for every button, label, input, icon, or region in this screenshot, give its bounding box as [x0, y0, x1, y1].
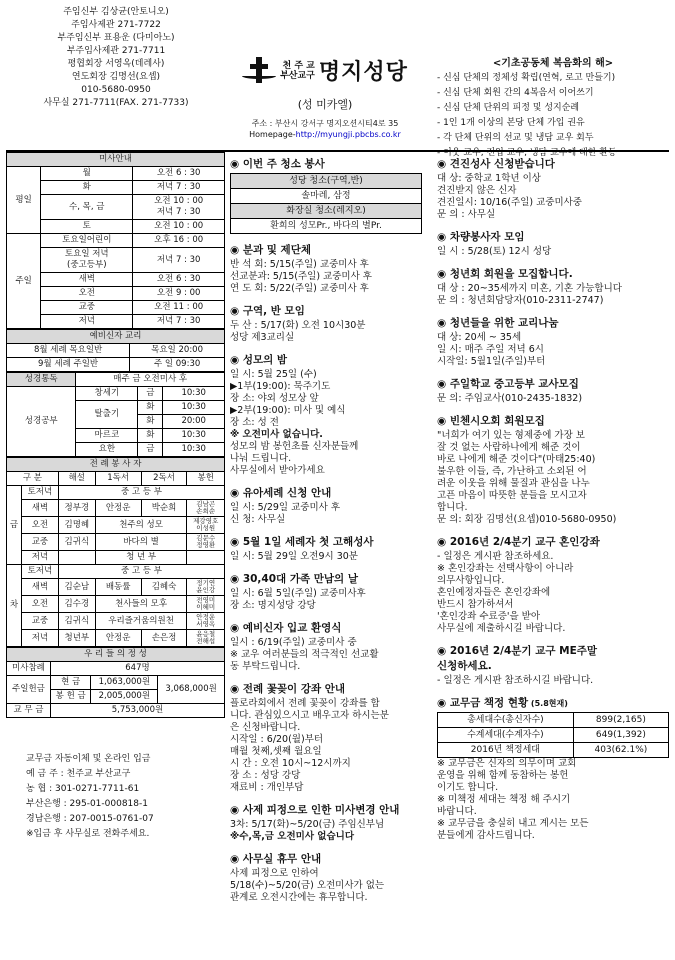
notice-title: ◉ 빈첸시오회 회원모집 — [437, 415, 545, 427]
liturgy-slot: 저녁 — [21, 551, 58, 565]
parish-patron: (성 미카엘) — [297, 98, 353, 111]
cleaning-row: 환희의 성모Pr., 바다의 별Pr. — [231, 219, 422, 234]
notice-line: 나눠 드립니다. — [230, 453, 292, 464]
homepage-label: Homepage- — [249, 130, 296, 139]
bible-book: 요한 — [76, 443, 138, 457]
notice-line: 5/18(수)~5/20(금) 오전미사가 없는 — [230, 880, 385, 891]
notice-line: - 일정은 게시판 참조하세요. — [437, 551, 554, 562]
mass-day: 토 — [41, 220, 133, 234]
notice-line: ▶1부(19:00): 묵주기도 — [230, 381, 331, 392]
liturgy-head: 1독서 — [95, 472, 141, 486]
notice-line: '혼인강좌 수료증'을 받아 — [437, 611, 541, 622]
logo-sub2: 부산교구 — [280, 70, 315, 81]
staff-line: 부주임신부 표용운 (다미아노) — [57, 33, 175, 43]
notice-line: 일 시: 5/29일 교중미사 후 — [230, 502, 341, 513]
offering-sublabel: 봉 헌 금 — [50, 690, 91, 704]
notice-line: 시작일 : 6/20(월)부터 — [230, 734, 324, 745]
notice-line: 재료비 : 개인부담 — [230, 782, 304, 793]
liturgy-name: 정부경 — [58, 500, 95, 517]
staff-line: 평협회장 서영옥(데레사) — [67, 59, 165, 69]
mass-day: 새벽 — [41, 273, 133, 287]
liturgy-week: 차 — [7, 565, 22, 647]
mass-time: 저녁 7 : 30 — [133, 248, 225, 273]
cleaning-row: 화장실 청소(레지오) — [231, 204, 422, 219]
theme-item: - 이웃 교우, 전입 교우, 냉담 교우에 대한 환동 — [437, 148, 617, 158]
notice-line: 사무실에서 받아가세요 — [230, 465, 325, 476]
mass-time: 저녁 7 : 30 — [133, 315, 225, 329]
prep-time: 목요일 20:00 — [130, 344, 225, 358]
prep-class: 8월 세례 목요일반 — [7, 344, 130, 358]
cleaning-row: 성당 청소(구역,반) — [231, 174, 422, 189]
notice-section — [437, 231, 669, 258]
notice-title: ◉ 30,40대 가족 만남의 날 — [230, 573, 358, 585]
mass-day: 토요일어린이 — [41, 234, 133, 248]
bible-time: 20:00 — [163, 415, 225, 429]
liturgy-name: 김순남 — [58, 579, 95, 596]
liturgy-slot: 새벽 — [21, 579, 58, 596]
mass-day: 교중 — [41, 301, 133, 315]
liturgy-slot: 토저녁 — [21, 565, 58, 579]
church-logo-icon — [242, 57, 276, 85]
liturgy-name: 김수경 — [58, 596, 95, 613]
notice-line: 잘 것 없는 사람하나에게 해준 것이 — [437, 442, 581, 453]
liturgy-offer: 안정운 서영옥 — [187, 613, 225, 630]
liturgy-slot: 오전 — [21, 517, 58, 534]
notice-line: 선교분과: 5/15(주일) 교중미사 후 — [230, 271, 372, 282]
church-name: 명지성당 — [318, 60, 408, 85]
notice-section — [437, 536, 669, 635]
staff-line: 주임신부 김상균(안토니오) — [63, 7, 169, 17]
mass-time: 오전 10 : 00 저녁 7 : 30 — [133, 195, 225, 220]
notice-title: ◉ 분과 및 제단체 — [230, 244, 311, 256]
offering-title: 우 리 들 의 정 성 — [7, 648, 225, 662]
notice-line: 장 소: 명지성당 강당 — [230, 600, 316, 611]
notice-title: ◉ 구역, 반 모임 — [230, 305, 305, 317]
notice-section — [230, 683, 422, 794]
staff-line: 부주임사제관 271-7711 — [66, 46, 166, 56]
liturgy-head: 구 분 — [7, 472, 59, 486]
notice-title: 신청하세요. — [437, 660, 492, 672]
dues-value: 403(62.1%) — [573, 743, 668, 758]
mass-day: 수, 목, 금 — [41, 195, 133, 220]
liturgy-offer — [187, 551, 225, 565]
notice-line: 불우한 이들, 즉, 가난하고 소외된 어 — [437, 466, 587, 477]
mass-time: 저녁 7 : 30 — [133, 181, 225, 195]
notice-line: 장 소 : 성당 강당 — [230, 770, 301, 781]
staff-line: 사무실 271-7711(FAX. 271-7733) — [43, 98, 189, 108]
notice-line: - 일정은 게시판 참조하시길 바랍니다. — [437, 675, 594, 686]
notice-title: ◉ 5월 1일 세례자 첫 고해성사 — [230, 536, 374, 548]
prep-table — [6, 329, 225, 372]
mass-time: 오후 16 : 00 — [133, 234, 225, 248]
notice-line: 성당 제3교리실 — [230, 332, 295, 343]
notice-section — [437, 268, 669, 307]
notice-title: ◉ 2016년 2/4분기 교구 혼인강좌 — [437, 536, 600, 548]
dues-label: 2016년 책정세대 — [438, 743, 574, 758]
liturgy-name: 김혜숙 — [141, 579, 187, 596]
notice-line: 의무사항입니다. — [437, 575, 505, 586]
notice-title: ◉ 예비신자 입교 환영식 — [230, 622, 342, 634]
notice-line: 문 의 : 사무실 — [437, 209, 496, 220]
bank-line: 부산은행 : 295-01-000818-1 — [26, 799, 148, 809]
notice-section — [230, 158, 422, 234]
mass-time: 오전 9 : 00 — [133, 287, 225, 301]
logo-sub1: 천 주 교 — [282, 60, 315, 71]
liturgy-head: 봉헌 — [187, 472, 225, 486]
mass-time: 오전 10 : 00 — [133, 220, 225, 234]
notice-title: ◉ 사무실 휴무 안내 — [230, 853, 322, 865]
notice-line: 대 상: 20세 ~ 35세 — [437, 332, 522, 343]
notice-line: 플로라회에서 전례 꽃꽂이 강좌를 합 — [230, 698, 380, 709]
notice-line: 은 신청바랍니다. — [230, 722, 301, 733]
notice-line: 시 간 : 오전 10시~12시까지 — [230, 758, 351, 769]
liturgy-group: 중 고 등 부 — [58, 486, 224, 500]
theme-item: - 1인 1개 이상의 본당 단체 가입 권유 — [437, 118, 585, 128]
notice-section — [230, 622, 422, 673]
notice-line: ※ 혼인강좌는 선택사항이 아니라 — [437, 563, 574, 574]
notice-line: 일 시: 매주 주일 저녁 6시 — [437, 344, 544, 355]
left-column — [6, 152, 225, 842]
notice-line: ※ 미책정 세대는 책정 해 주시기 — [437, 794, 571, 805]
notice-line: 장 소: 성 전 — [230, 417, 279, 428]
notice-section — [230, 305, 422, 344]
notice-line: ※ 교우 여러분들의 적극적인 선교활 — [230, 649, 379, 660]
notice-line: 일 시: 5월 25일 (수) — [230, 369, 317, 380]
liturgy-name: 김명혜 — [58, 517, 95, 534]
liturgy-head: 2독서 — [141, 472, 187, 486]
notice-section — [437, 158, 669, 221]
bible-book: 마르코 — [76, 429, 138, 443]
theme-item: - 신심 단체의 정체성 확립(연혁, 로고 만들기) — [437, 73, 616, 83]
theme-item: - 신심 단체 회원 간의 4복음서 이어쓰기 — [437, 88, 594, 98]
theme-title: <기초공동체 복음화의 해> — [492, 58, 614, 69]
liturgy-slot: 교중 — [21, 613, 58, 630]
notice-section — [437, 378, 669, 405]
bank-line: ※입금 후 사무실로 전화주세요. — [26, 829, 150, 839]
bible-book: 창세기 — [76, 387, 138, 401]
bible-book: 탈출기 — [76, 401, 138, 429]
prep-title: 예비신자 교리 — [7, 330, 225, 344]
offering-label: 미사참례 — [7, 662, 51, 676]
mass-day: 토요일 저녁 (중고등부) — [41, 248, 133, 273]
notice-line: 반 석 회: 5/15(주일) 교중미사 후 — [230, 259, 369, 270]
bank-line: 경남은행 : 207-0015-0761-07 — [26, 814, 154, 824]
notice-line: 려운 이웃을 위해 물질과 관심을 나누 — [437, 478, 590, 489]
notice-section — [230, 354, 422, 477]
liturgy-name: 우리즐거움의원천 — [95, 613, 187, 630]
notice-line: ※수,목,금 오전미사 없습니다 — [230, 831, 355, 842]
weekday-label: 평일 — [7, 167, 41, 234]
notice-title-note: (5.8현재) — [528, 699, 568, 708]
notice-line: 이기도 합니다. — [437, 782, 499, 793]
offering-label: 주일헌금 — [7, 676, 51, 704]
bible-day: 금 — [138, 443, 163, 457]
mass-day: 월 — [41, 167, 133, 181]
bible-day: 금 — [138, 387, 163, 401]
notice-line: 매월 첫째,셋째 월요일 — [230, 746, 322, 757]
theme-item: - 신심 단체 단위의 피정 및 성지순례 — [437, 103, 580, 113]
liturgy-slot: 오전 — [21, 596, 58, 613]
bible-time: 10:30 — [163, 401, 225, 415]
notice-line: 운영을 위해 함께 동참하는 봉헌 — [437, 770, 569, 781]
liturgy-slot: 교중 — [21, 534, 58, 551]
notice-line: 문 의 : 청년회담당자(010-2311-2747) — [437, 295, 604, 306]
notice-line: 3차: 5/17(화)~5/20(금) 주임신부님 — [230, 819, 385, 830]
notice-line: 대 상 : 20~35세까지 미혼, 기혼 가능합니다 — [437, 283, 622, 294]
notice-title: ◉ 유아세례 신청 안내 — [230, 487, 332, 499]
liturgy-slot: 새벽 — [21, 500, 58, 517]
sunday-label: 주일 — [7, 234, 41, 329]
notice-line: 니다. 관심있으시고 배우고자 하시는분 — [230, 710, 389, 721]
staff-line: 연도회장 김명선(요셉) — [71, 72, 161, 82]
offering-value: 2,005,000원 — [91, 690, 158, 704]
liturgy-name: 청 년 부 — [95, 551, 187, 565]
offering-value: 647명 — [50, 662, 224, 676]
bible-note: 매주 금 오전미사 후 — [76, 373, 225, 387]
bank-line: 예 금 주 : 천주교 부산교구 — [26, 769, 131, 779]
notice-section — [437, 415, 669, 526]
notice-title: ◉ 청년들을 위한 교리나눔 — [437, 317, 559, 329]
offering-label: 교 무 금 — [7, 704, 51, 718]
notice-line: 문 의: 회장 김명선(요셉)010-5680-0950) — [437, 514, 617, 525]
bible-title: 성경통독 — [7, 373, 76, 387]
notice-title: ◉ 이번 주 청소 봉사 — [230, 158, 325, 170]
liturgy-name: 안정운 — [95, 630, 141, 647]
prep-class: 9월 세례 주일반 — [7, 358, 130, 372]
liturgy-name: 안정운 — [95, 500, 141, 517]
yearly-theme — [437, 56, 669, 161]
liturgy-name: 박순희 — [141, 500, 187, 517]
liturgy-head: 해설 — [58, 472, 95, 486]
notice-line: ※ 오전미사 없습니다. — [230, 429, 323, 440]
liturgy-name: 김귀식 — [58, 613, 95, 630]
liturgy-offer: 김문수 정영환 — [187, 534, 225, 551]
notice-line: 신 청: 사무실 — [230, 514, 286, 525]
notice-section — [437, 697, 669, 842]
liturgy-name: 배동률 — [95, 579, 141, 596]
bible-table — [6, 372, 225, 457]
notice-line: 합니다. — [437, 502, 468, 513]
notice-section — [437, 317, 669, 368]
notice-line: 바로 나에게 해준 것이다"(마태25:40) — [437, 454, 596, 465]
notice-line: 사제 피정으로 인하여 — [230, 868, 319, 879]
staff-line: 주임사제관 271-7722 — [71, 20, 161, 30]
bible-day: 화 — [138, 401, 163, 415]
notice-line: 장 소: 야외 성모상 앞 — [230, 393, 319, 404]
bank-line: 농 협 : 301-0271-7711-61 — [26, 784, 140, 794]
liturgy-slot: 저녁 — [21, 630, 58, 647]
notice-line: 분들에게 감사드립니다. — [437, 830, 535, 841]
notice-line: 동 부탁드립니다. — [230, 661, 301, 672]
notice-line: 대 상: 중학교 1학년 이상 — [437, 173, 541, 184]
dues-label: 총세대수(총신자수) — [438, 713, 574, 728]
offering-value: 5,753,000원 — [50, 704, 224, 718]
mass-time: 오전 6 : 30 — [133, 273, 225, 287]
notice-title: ◉ 전례 꽃꽂이 강좌 안내 — [230, 683, 346, 695]
notice-line: 성모의 밤 봉헌초를 신자분들께 — [230, 441, 359, 452]
liturgy-name: 바다의 별 — [95, 534, 187, 551]
liturgy-offer: 윤응철 전해섭 — [187, 630, 225, 647]
notice-line: 연 도 회: 5/22(주일) 교중미사 후 — [230, 283, 369, 294]
notice-title: ◉ 주일학교 중고등부 교사모집 — [437, 378, 579, 390]
liturgy-group: 중 고 등 부 — [58, 565, 224, 579]
notice-line: 고픈 마음이 따뜻한 분들을 모시고자 — [437, 490, 587, 501]
bible-day: 화 — [138, 415, 163, 429]
notice-line: 일 시 : 5/28(토) 12시 성당 — [437, 246, 552, 257]
bible-label: 성경공부 — [7, 387, 76, 457]
liturgy-title: 전 례 봉 사 자 — [7, 458, 225, 472]
liturgy-name — [58, 551, 95, 565]
liturgy-slot: 토저녁 — [21, 486, 58, 500]
liturgy-offer: 정기연 윤인강 — [187, 579, 225, 596]
mass-day: 오전 — [41, 287, 133, 301]
notice-line: 반드시 참가하셔서 — [437, 599, 514, 610]
notice-section — [230, 573, 422, 612]
bible-time: 10:30 — [163, 443, 225, 457]
staff-line: 010-5680-0950 — [81, 85, 151, 95]
liturgy-name: 손은정 — [141, 630, 187, 647]
notice-line: 바랍니다. — [437, 806, 477, 817]
mass-day: 화 — [41, 181, 133, 195]
notice-section — [230, 487, 422, 526]
mass-table — [6, 152, 225, 329]
notice-title: ◉ 사제 피정으로 인한 미사변경 안내 — [230, 804, 400, 816]
staff-list — [6, 6, 226, 110]
notice-line: 견진받지 않은 신자 — [437, 185, 517, 196]
bible-time: 10:30 — [163, 387, 225, 401]
liturgy-name: 김귀식 — [58, 534, 95, 551]
offering-total: 3,068,000원 — [158, 676, 225, 704]
notice-section — [230, 536, 422, 563]
dues-table — [437, 712, 669, 758]
notice-line: 견진일시: 10/16(주일) 교중미사중 — [437, 197, 582, 208]
liturgy-offer: 제강영호 이성원 — [187, 517, 225, 534]
homepage-link[interactable]: http://myungji.pbcbs.co.kr — [295, 130, 401, 139]
dues-value: 899(2,165) — [573, 713, 668, 728]
liturgy-week: 금 — [7, 486, 22, 565]
church-header — [225, 55, 425, 139]
notice-title: ◉ 성모의 밤 — [230, 354, 288, 366]
church-address: 주소 : 부산시 강서구 명지오션시티4로 35 — [251, 119, 399, 128]
mass-time: 오전 6 : 30 — [133, 167, 225, 181]
notice-section — [437, 645, 669, 687]
mass-day: 저녁 — [41, 315, 133, 329]
notice-line: 사무실에 제출하시길 바랍니다. — [437, 623, 566, 634]
cleaning-row: 솔마레, 삼정 — [231, 189, 422, 204]
notice-title: ◉ 청년회 회원을 모집합니다. — [437, 268, 573, 280]
bible-time: 10:30 — [163, 429, 225, 443]
liturgy-offer: 전영미 이혜미 — [187, 596, 225, 613]
notice-line: ※ 교무금은 신자의 의무이며 교회 — [437, 758, 577, 769]
mass-time: 오전 11 : 00 — [133, 301, 225, 315]
notice-line: 관계로 오전시간에는 휴무합니다. — [230, 892, 368, 903]
notice-title: ◉ 차량봉사자 모임 — [437, 231, 525, 243]
notice-line: 두 산 : 5/17(화) 오전 10시30분 — [230, 320, 366, 331]
prep-time: 주 일 09:30 — [130, 358, 225, 372]
bank-line: 교무금 자동이체 및 온라인 입금 — [26, 754, 151, 764]
bank-info — [6, 752, 225, 842]
notice-title: ◉ 교무금 책정 현황 (5.8현재) — [437, 697, 568, 709]
notice-line: 혼인예정자들은 혼인강좌에 — [437, 587, 551, 598]
offering-table — [6, 647, 225, 718]
dues-value: 649(1,392) — [573, 728, 668, 743]
notice-line: "너희가 여기 있는 형제중에 가장 보 — [437, 430, 585, 441]
liturgy-table — [6, 457, 225, 647]
liturgy-name: 천주의 성모 — [95, 517, 187, 534]
notice-line: 문 의: 주임교사(010-2435-1832) — [437, 393, 583, 404]
offering-value: 1,063,000원 — [91, 676, 158, 690]
right-column — [437, 158, 669, 852]
notice-section — [230, 804, 422, 843]
bible-day: 화 — [138, 429, 163, 443]
offering-sublabel: 현 금 — [50, 676, 91, 690]
liturgy-name: 청년부 — [58, 630, 95, 647]
notice-section — [230, 244, 422, 295]
notice-section — [230, 853, 422, 904]
notice-line: 시작일: 5월1일(주일)부터 — [437, 356, 546, 367]
liturgy-offer: 김남곤 손희순 — [187, 500, 225, 517]
notice-line: 일 시: 6월 5일(주일) 교중미사후 — [230, 588, 366, 599]
notice-title: ◉ 2016년 2/4분기 교구 ME주말 — [437, 645, 598, 657]
notice-line: 일 시: 5월 29일 오전9시 30분 — [230, 551, 358, 562]
dues-label: 수계세대(수계자수) — [438, 728, 574, 743]
notice-line: 일시 : 6/19(주일) 교중미사 중 — [230, 637, 357, 648]
notice-title: ◉ 견진성사 신청받습니다 — [437, 158, 555, 170]
mass-title: 미사안내 — [7, 153, 225, 167]
theme-item: - 각 단체 단위의 선교 및 냉담 교우 회두 — [437, 133, 594, 143]
notice-line: ※ 교무금을 충실히 내고 계시는 모든 — [437, 818, 589, 829]
middle-column — [230, 158, 422, 914]
notice-line: ▶2부(19:00): 미사 및 예식 — [230, 405, 346, 416]
liturgy-name: 천사들의 모후 — [95, 596, 187, 613]
cleaning-table — [230, 173, 422, 234]
